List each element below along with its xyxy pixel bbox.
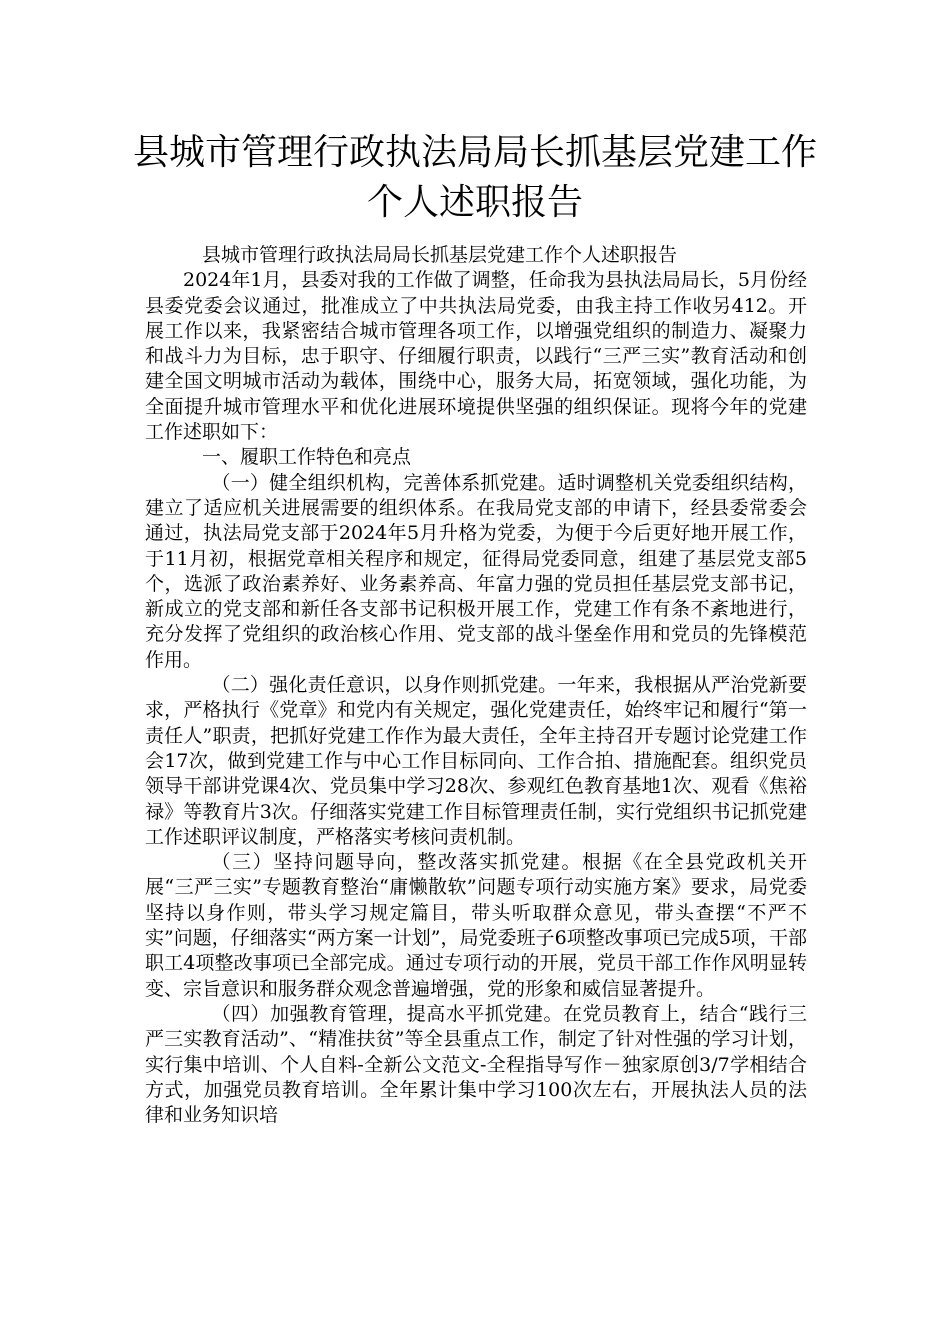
body-paragraph: （三）坚持问题导向，整改落实抓党建。根据《在全县党政机关开展“三严三实”专题教育整治“庸懒散软”问题专项行动实施方案》要求，局党委坚持以身作则，带头学习规定篇目，带头听取群众意见，带头查摆“不严不实”问题，仔细落实“两方案一计划”，局党委班子6项整改事项已完成5项，干部职工4项整改事项已全部完成。通过专项行动的开展，党员干部工作作风明显转变、宗旨意识和服务群众观念普遍增强，党的形象和威信显著提升。 xyxy=(145,851,807,1000)
section-heading: 一、履职工作特色和亮点 xyxy=(202,446,412,469)
document-title: 县城市管理行政执法局局长抓基层党建工作个人述职报告 xyxy=(132,132,817,223)
body-paragraph: （二）强化责任意识，以身作则抓党建。一年来，我根据从严治党新要求，严格执行《党章》和党内有关规定，强化党建责任，始终牢记和履行“第一责任人”职责，把抓好党建工作作为最大责任，全年主持召开专题讨论党建工作会17次，做到党建工作与中心工作目标同向、工作合拍、措施配套。组织党员领导干部讲党课4次、党员集中学习28次、参观红色教育基地1次、观看《焦裕禄》等教育片3次。仔细落实党建工作目标管理责任制，实行党组织书记抓党建工作述职评议制度，严格落实考核问责机制。 xyxy=(145,674,807,848)
document-subtitle: 县城市管理行政执法局局长抓基层党建工作个人述职报告 xyxy=(202,244,678,266)
body-paragraph: （四）加强教育管理，提高水平抓党建。在党员教育上，结合“践行三严三实教育活动”、“精准扶贫”等全县重点工作，制定了针对性强的学习计划，实行集中培训、个人自料-全新公文范文-全程指导写作－独家原创3/7学相结合方式，加强党员教育培训。全年累计集中学习100次左右，开展执法人员的法律和业务知识培 xyxy=(145,1002,807,1127)
body-paragraph: （一）健全组织机构，完善体系抓党建。适时调整机关党委组织结构，建立了适应机关进展需要的组织体系。在我局党支部的申请下，经县委常委会通过，执法局党支部于2024年5月升格为党委，为便于今后更好地开展工作，于11月初，根据党章相关程序和规定，征得局党委同意，组建了基层党支部5个，选派了政治素养好、业务素养高、年富力强的党员担任基层党支部书记，新成立的党支部和新任各支部书记积极开展工作，党建工作有条不紊地进行，充分发挥了党组织的政治核心作用、党支部的战斗堡垒作用和党员的先锋模范作用。 xyxy=(145,471,807,671)
document-body xyxy=(145,243,807,1128)
intro-paragraph: 2024年1月，县委对我的工作做了调整，任命我为县执法局局长，5月份经县委党委会议通过，批准成立了中共执法局党委，由我主持工作收另412。开展工作以来，我紧密结合城市管理各项工作，以增强党组织的制造力、凝聚力和战斗力为目标，忠于职守、仔细履行职责，以践行“三严三实”教育活动和创建全国文明城市活动为载体，围绕中心，服务大局，拓宽领域，强化功能，为全面提升城市管理水平和优化进展环境提供坚强的组织保证。现将今年的党建工作述职如下： xyxy=(145,269,807,444)
